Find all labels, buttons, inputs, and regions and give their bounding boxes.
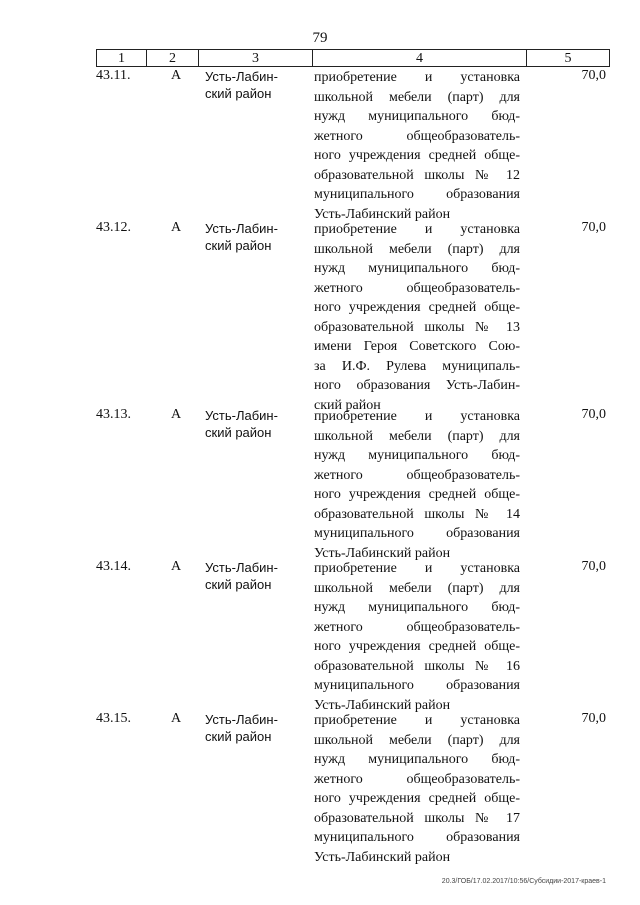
description-line: образовательной школы № 13	[314, 319, 520, 335]
row-category: А	[170, 559, 182, 574]
description-line: жетного общеобразователь-	[314, 128, 520, 144]
description-line: жетного общеобразователь-	[314, 619, 520, 635]
description-line: нужд муниципального бюд-	[314, 752, 520, 767]
description-line: приобретение и установка	[314, 713, 520, 728]
description-line: ного учреждения средней обще-	[314, 487, 520, 502]
description-line: нужд муниципального бюд-	[314, 600, 520, 615]
description-line: Усть-Лабинский район	[314, 206, 451, 222]
description-line: жетного общеобразователь-	[314, 467, 520, 483]
row-category: А	[170, 220, 182, 235]
description-line: имени Героя Советского Сою-	[314, 339, 520, 354]
description-line: муниципального образования	[314, 678, 520, 693]
row-number: 43.11.	[96, 68, 131, 83]
region-line: Усть-Лабин-	[205, 221, 278, 236]
description-line: Усть-Лабинский район	[314, 697, 451, 713]
description-line: ного учреждения средней обще-	[314, 639, 520, 654]
row-category: А	[170, 407, 182, 422]
description-line: нужд муниципального бюд-	[314, 261, 520, 276]
region-line: Усть-Лабин-	[205, 69, 278, 84]
header-col-1: 1	[97, 50, 147, 66]
region-line: ский район	[205, 238, 272, 253]
description-line: ного учреждения средней обще-	[314, 300, 520, 315]
row-amount: 70,0	[581, 220, 606, 235]
description-line: муниципального образования	[314, 526, 520, 541]
description-line: ного учреждения средней обще-	[314, 791, 520, 806]
description-line: образовательной школы № 16	[314, 658, 520, 674]
page-number: 79	[312, 30, 328, 46]
description-line: за И.Ф. Рулева муниципаль-	[314, 358, 520, 374]
description-line: образовательной школы № 12	[314, 167, 520, 183]
row-region	[205, 68, 301, 102]
description-line: приобретение и установка	[314, 561, 520, 576]
row-region	[205, 711, 301, 745]
description-line: нужд муниципального бюд-	[314, 448, 520, 463]
header-col-2: 2	[147, 50, 199, 66]
row-amount: 70,0	[581, 407, 606, 422]
description-line: Усть-Лабинский район	[314, 849, 451, 865]
region-line: ский район	[205, 577, 272, 592]
region-line: ский район	[205, 86, 272, 101]
description-line: приобретение и установка	[314, 409, 520, 424]
description-line: муниципального образования	[314, 187, 520, 202]
row-number: 43.14.	[96, 559, 131, 574]
description-line: ного образования Усть-Лабин-	[314, 378, 520, 393]
row-number: 43.12.	[96, 220, 131, 235]
region-line: Усть-Лабин-	[205, 560, 278, 575]
row-number: 43.15.	[96, 711, 131, 726]
row-region	[205, 407, 301, 441]
description-line: муниципального образования	[314, 830, 520, 845]
row-region	[205, 220, 301, 254]
description-line: нужд муниципального бюд-	[314, 109, 520, 124]
row-description	[314, 407, 520, 563]
table-header	[96, 49, 610, 67]
row-amount: 70,0	[581, 559, 606, 574]
description-line: школьной мебели (парт) для	[314, 580, 520, 596]
row-description	[314, 68, 520, 224]
row-amount: 70,0	[581, 68, 606, 83]
row-description	[314, 220, 520, 415]
row-category: А	[170, 68, 182, 83]
description-line: ский район	[314, 397, 381, 413]
description-line: жетного общеобразователь-	[314, 280, 520, 296]
description-line: жетного общеобразователь-	[314, 771, 520, 787]
region-line: Усть-Лабин-	[205, 712, 278, 727]
header-col-3: 3	[199, 50, 313, 66]
row-region	[205, 559, 301, 593]
header-col-4: 4	[313, 50, 527, 66]
row-number: 43.13.	[96, 407, 131, 422]
description-line: приобретение и установка	[314, 70, 520, 85]
region-line: ский район	[205, 729, 272, 744]
header-col-5: 5	[564, 51, 572, 66]
description-line: ного учреждения средней обще-	[314, 148, 520, 163]
region-line: ский район	[205, 425, 272, 440]
row-amount: 70,0	[581, 711, 606, 726]
description-line: школьной мебели (парт) для	[314, 428, 520, 444]
document-footer: 20.3/ГОБ/17.02.2017/10:56/Субсидии-2017-краев-1	[441, 878, 606, 885]
description-line: школьной мебели (парт) для	[314, 241, 520, 257]
description-line: Усть-Лабинский район	[314, 545, 451, 561]
description-line: школьной мебели (парт) для	[314, 89, 520, 105]
row-description	[314, 559, 520, 715]
row-category: А	[170, 711, 182, 726]
description-line: образовательной школы № 17	[314, 810, 520, 826]
description-line: школьной мебели (парт) для	[314, 732, 520, 748]
region-line: Усть-Лабин-	[205, 408, 278, 423]
row-description	[314, 711, 520, 867]
description-line: образовательной школы № 14	[314, 506, 520, 522]
description-line: приобретение и установка	[314, 222, 520, 237]
